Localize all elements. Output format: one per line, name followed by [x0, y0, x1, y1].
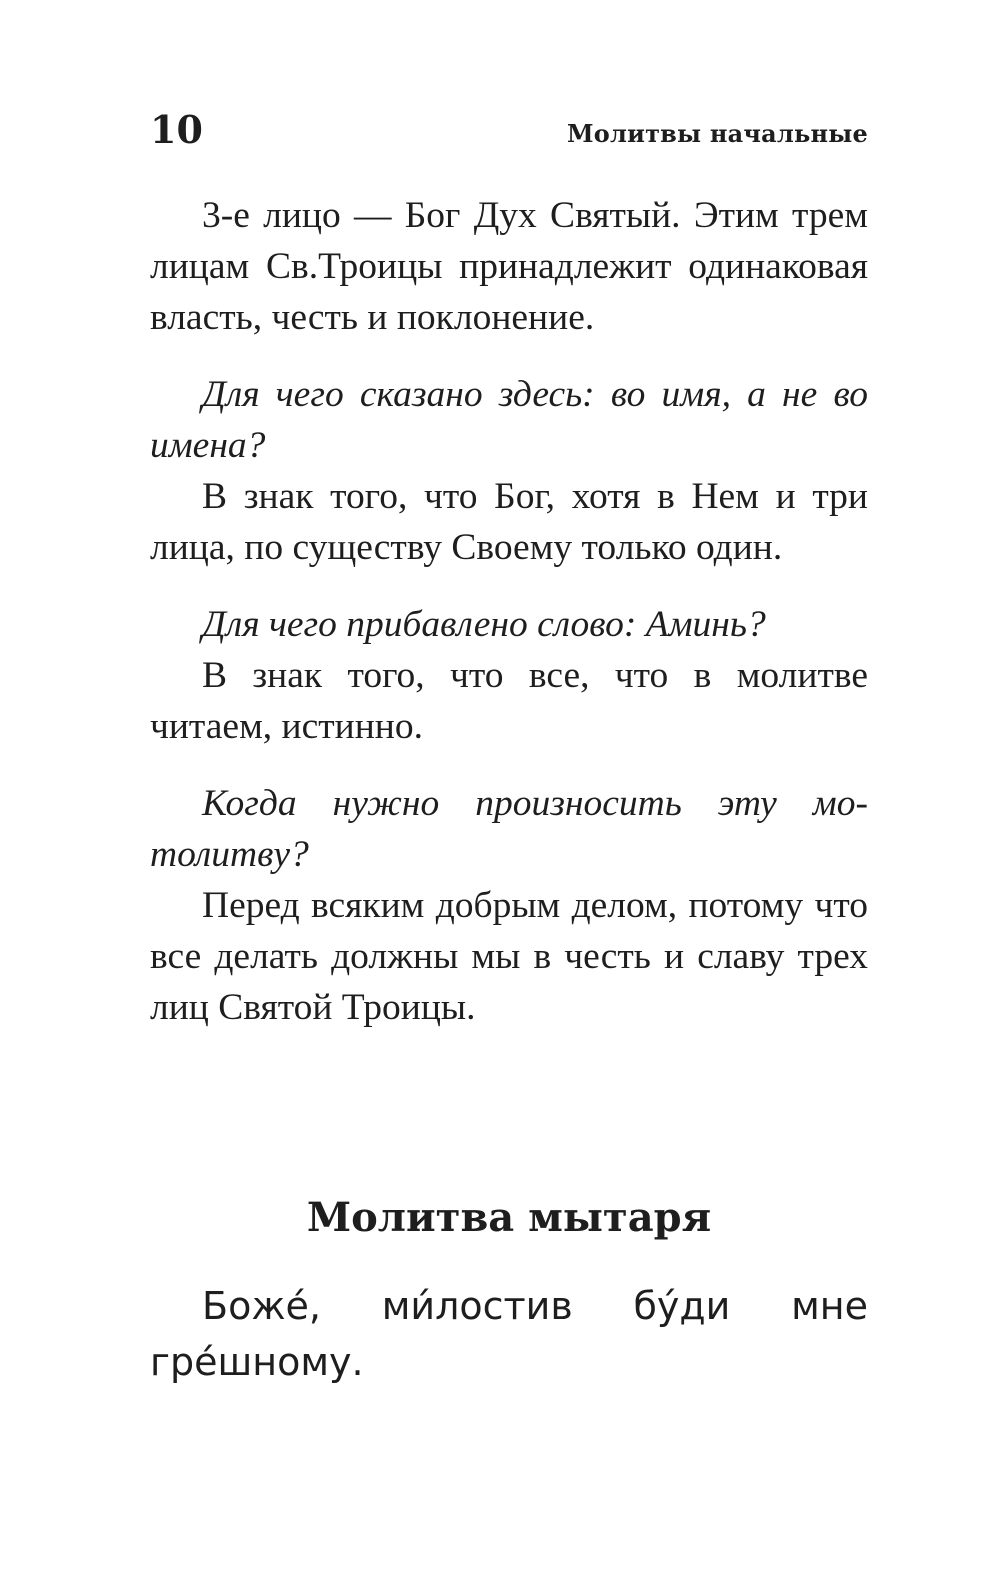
page-number: 10 — [150, 107, 203, 152]
paragraph-third-person: 3-е лицо — Бог Дух Святый. Этим трем лицам Св.Троицы принадлежит одинаковая власть, честь и поклонение. — [150, 195, 868, 338]
answer-one-god: В знак того, что Бог, хотя в Нем и три лица, по существу Своему только один. — [150, 476, 868, 568]
question-amen: Для чего прибавлено слово: Аминь? — [202, 604, 766, 645]
book-page — [150, 0, 868, 1570]
running-section-title: Молитвы начальные — [567, 119, 868, 148]
answer-when-to-pray: Перед всяким добрым делом, потому что все делать должны мы в честь и славу трех лиц Святой Троицы. — [150, 885, 868, 1028]
question-when-to-pray: Когда нужно произносить эту моmолитву? — [150, 783, 868, 875]
question-name-not-names: Для чего сказано здесь: во имя, а не во имена? — [150, 374, 868, 466]
main-text — [150, 190, 868, 1033]
prayer-text: Боже́, ми́лостив бу́ди мне гре́шному. — [150, 1284, 868, 1384]
answer-amen: В знак того, что все, что в молитве читаем, истинно. — [150, 655, 868, 747]
prayer-heading: Молитва мытаря — [306, 1194, 712, 1241]
running-head — [150, 108, 868, 158]
